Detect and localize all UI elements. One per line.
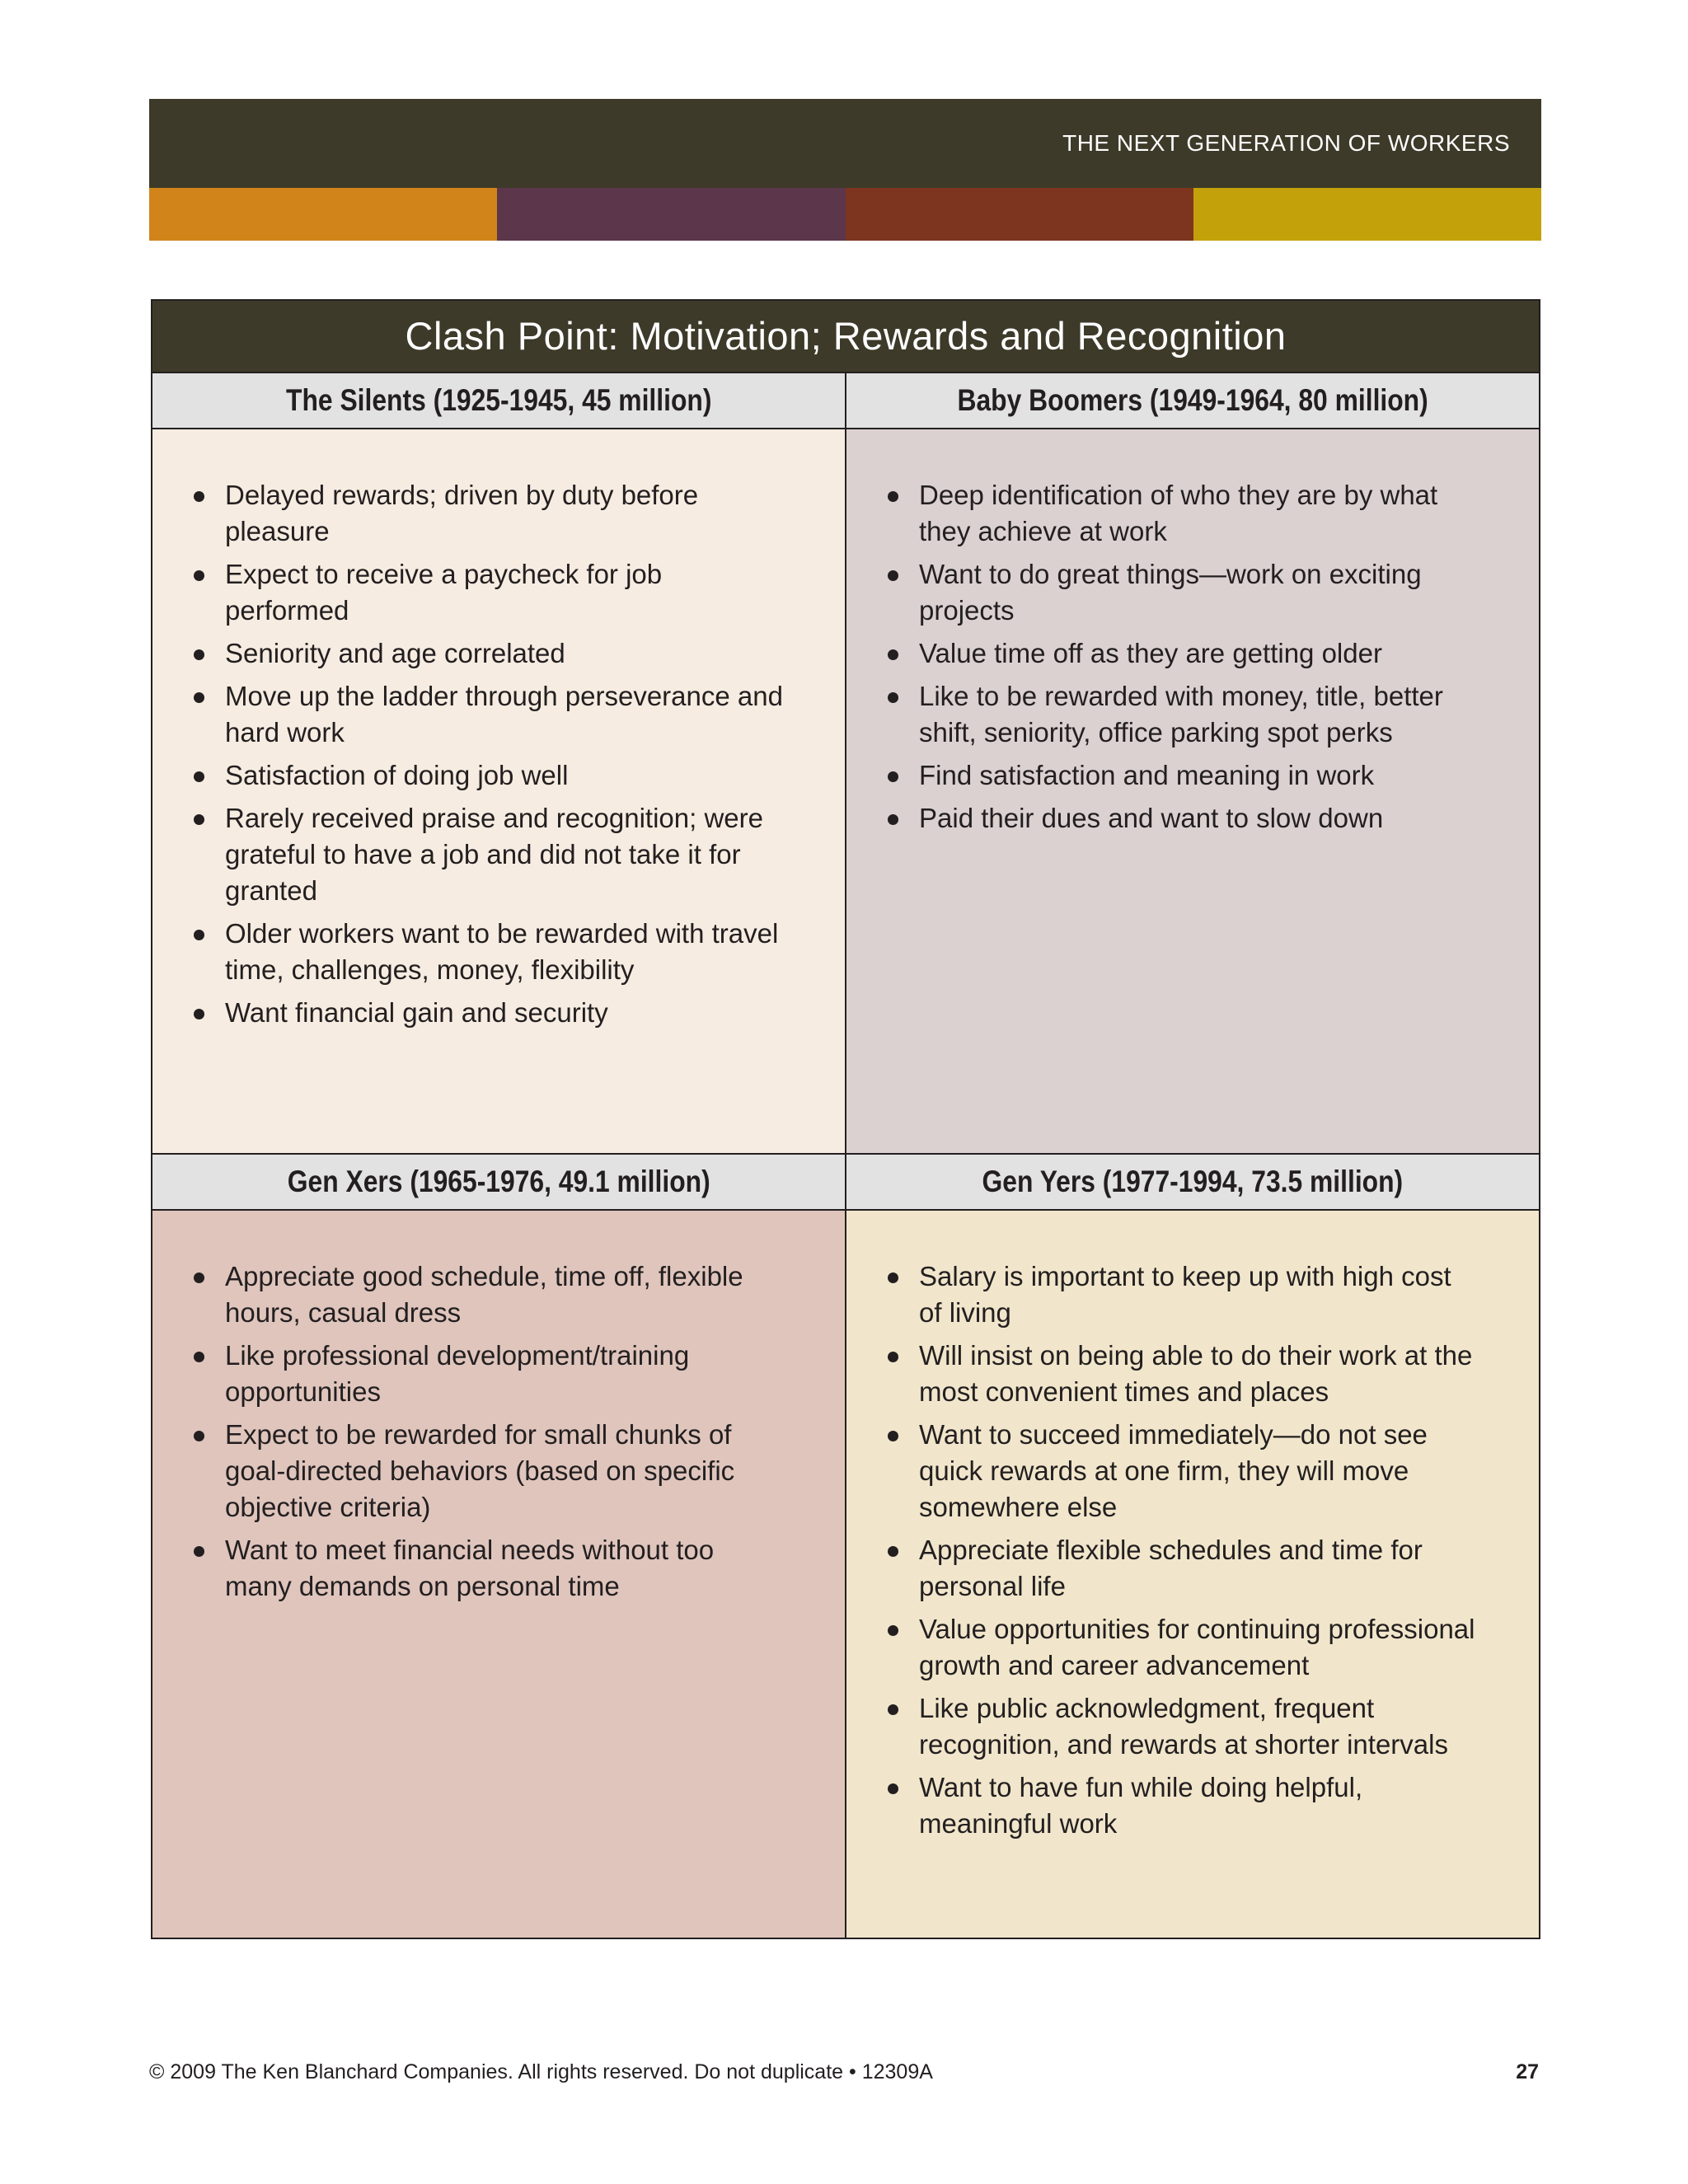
list-item-text: Want to meet financial needs without too many demands on personal time xyxy=(225,1535,715,1601)
list-item xyxy=(884,556,1478,629)
list-item-text: Seniority and age correlated xyxy=(225,638,565,668)
header-band xyxy=(149,99,1541,188)
list-item xyxy=(884,1611,1478,1684)
heading-baby-boomers: Baby Boomers (1949-1964, 80 million) xyxy=(846,372,1539,429)
cell-baby-boomers xyxy=(846,429,1539,1153)
list-item-text: Rarely received praise and recognition; were grateful to have a job and did not take it for granted xyxy=(225,803,764,906)
list-item xyxy=(190,1258,784,1331)
list-item-text: Paid their dues and want to slow down xyxy=(919,803,1384,833)
list-item-text: Like public acknowledgment, frequent recognition, and rewards at shorter intervals xyxy=(919,1693,1448,1760)
list-item xyxy=(190,678,784,751)
cell-gen-xers xyxy=(152,1211,845,1938)
stripe-plum xyxy=(497,188,845,241)
list-item xyxy=(190,800,784,909)
gen-yers-list xyxy=(884,1258,1478,1849)
list-item-text: Like to be rewarded with money, title, better shift, seniority, office parking spot perks xyxy=(919,681,1443,748)
list-item xyxy=(190,1532,784,1605)
list-item-text: Find satisfaction and meaning in work xyxy=(919,760,1375,790)
list-item xyxy=(190,995,784,1031)
list-item-text: Move up the ladder through perseverance and hard work xyxy=(225,681,783,748)
color-stripes xyxy=(149,188,1541,241)
clash-point-table xyxy=(151,299,1540,1939)
list-item xyxy=(190,1338,784,1410)
list-item-text: Older workers want to be rewarded with travel time, challenges, money, flexibility xyxy=(225,918,779,985)
list-item xyxy=(884,1532,1478,1605)
section-title: THE NEXT GENERATION OF WORKERS xyxy=(1062,130,1510,156)
page-number: 27 xyxy=(1516,2060,1539,2083)
heading-silents: The Silents (1925-1945, 45 million) xyxy=(152,372,845,429)
list-item xyxy=(190,477,784,550)
heading-gen-xers: Gen Xers (1965-1976, 49.1 million) xyxy=(152,1153,845,1211)
list-item-text: Value opportunities for continuing professional growth and career advancement xyxy=(919,1614,1475,1680)
heading-gen-yers: Gen Yers (1977-1994, 73.5 million) xyxy=(846,1153,1539,1211)
list-item xyxy=(884,800,1478,837)
list-item-text: Want to do great things—work on exciting projects xyxy=(919,559,1422,626)
list-item-text: Want to succeed immediately—do not see quick rewards at one firm, they will move somewhere else xyxy=(919,1419,1428,1522)
list-item xyxy=(884,678,1478,751)
list-item xyxy=(884,635,1478,672)
list-item-text: Expect to receive a paycheck for job performed xyxy=(225,559,663,626)
list-item-text: Expect to be rewarded for small chunks of goal-directed behaviors (based on specific objective criteria) xyxy=(225,1419,735,1522)
list-item-text: Like professional development/training opportunities xyxy=(225,1340,690,1407)
column-divider xyxy=(845,372,846,1939)
list-item xyxy=(190,635,784,672)
footer-copyright: © 2009 The Ken Blanchard Companies. All rights reserved. Do not duplicate • 12309A xyxy=(149,2060,933,2083)
list-item-text: Will insist on being able to do their work at the most convenient times and places xyxy=(919,1340,1473,1407)
list-item-text: Want to have fun while doing helpful, meaningful work xyxy=(919,1772,1363,1839)
list-item xyxy=(190,1417,784,1526)
list-item-text: Appreciate flexible schedules and time for personal life xyxy=(919,1535,1423,1601)
silents-list xyxy=(190,477,784,1038)
stripe-gold xyxy=(1193,188,1541,241)
list-item xyxy=(884,1690,1478,1763)
cell-silents xyxy=(152,429,845,1153)
list-item xyxy=(190,556,784,629)
baby-boomers-list xyxy=(884,477,1478,843)
list-item xyxy=(190,757,784,794)
list-item-text: Satisfaction of doing job well xyxy=(225,760,569,790)
list-item xyxy=(190,916,784,988)
list-item-text: Deep identification of who they are by what they achieve at work xyxy=(919,480,1438,546)
list-item xyxy=(884,1769,1478,1842)
list-item-text: Salary is important to keep up with high cost of living xyxy=(919,1261,1451,1328)
stripe-orange xyxy=(149,188,497,241)
list-item xyxy=(884,1338,1478,1410)
table-title: Clash Point: Motivation; Rewards and Recognition xyxy=(152,301,1539,372)
gen-xers-list xyxy=(190,1258,784,1611)
stripe-rust xyxy=(846,188,1193,241)
list-item-text: Delayed rewards; driven by duty before pleasure xyxy=(225,480,699,546)
list-item xyxy=(884,1258,1478,1331)
list-item xyxy=(884,1417,1478,1526)
list-item xyxy=(884,757,1478,794)
list-item-text: Value time off as they are getting older xyxy=(919,638,1382,668)
list-item-text: Want financial gain and security xyxy=(225,997,608,1028)
list-item xyxy=(884,477,1478,550)
list-item-text: Appreciate good schedule, time off, flexible hours, casual dress xyxy=(225,1261,743,1328)
cell-gen-yers xyxy=(846,1211,1539,1938)
